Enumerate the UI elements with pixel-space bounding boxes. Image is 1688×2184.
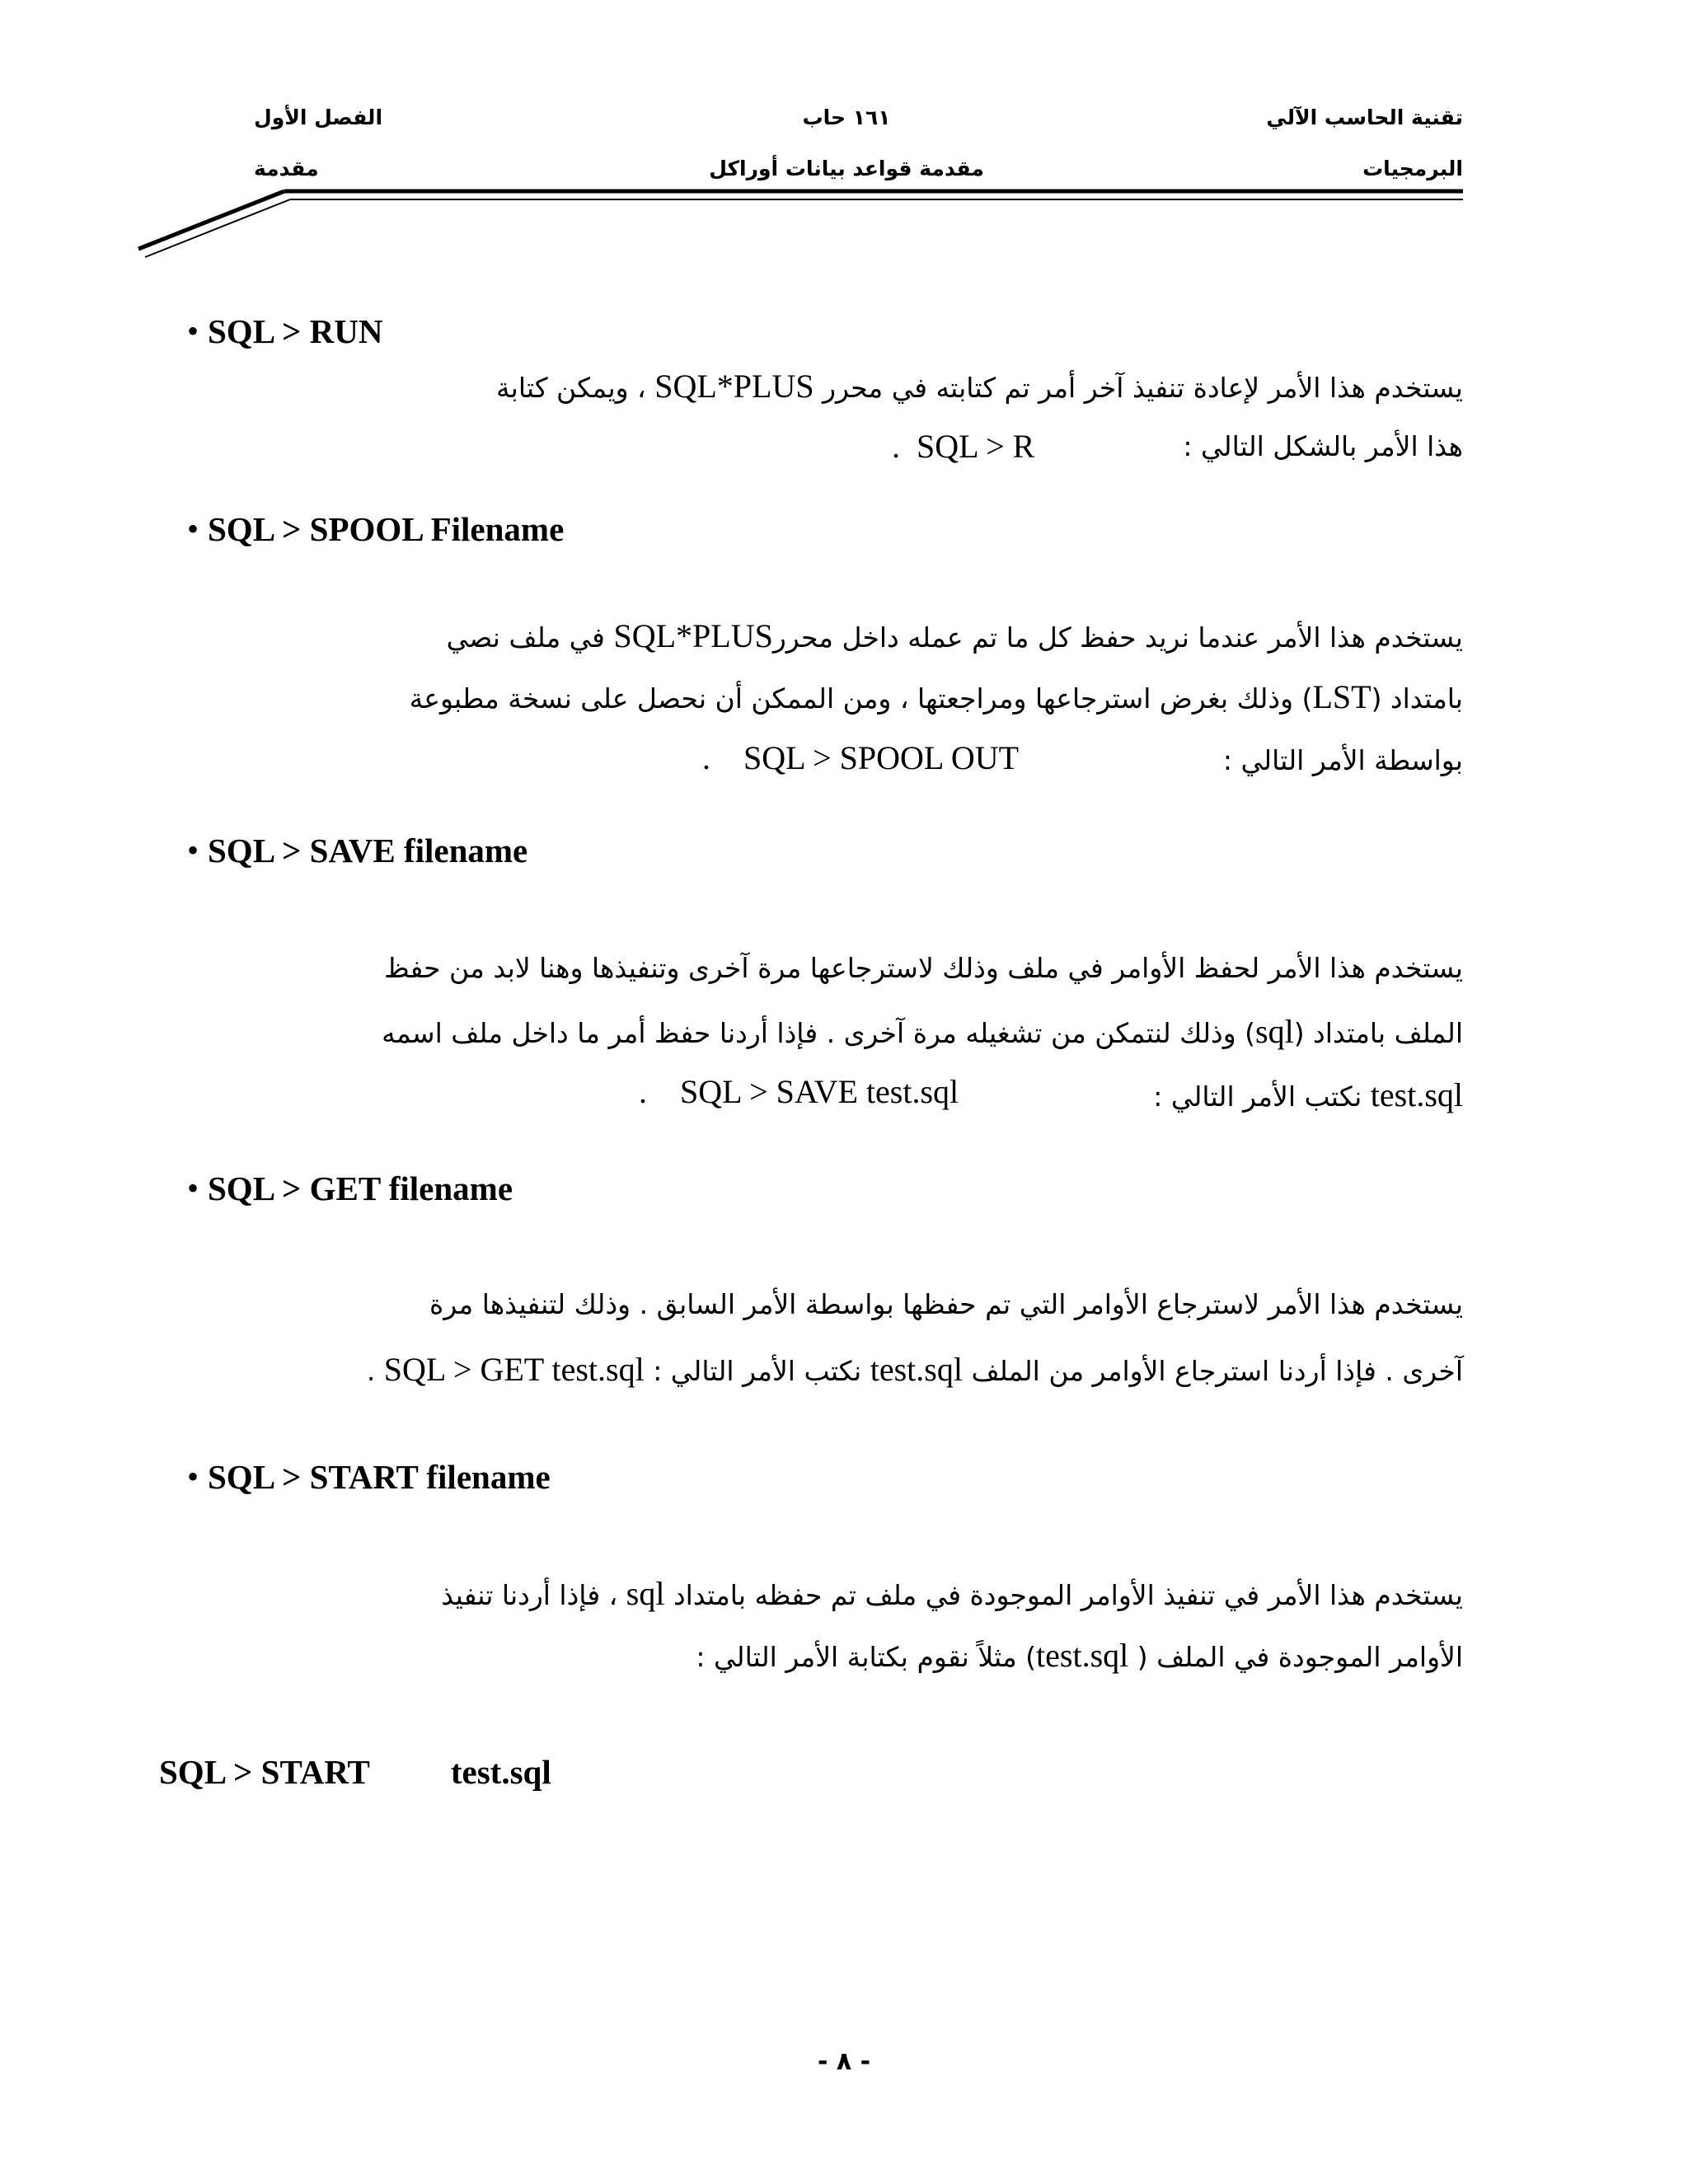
paragraph-run-line-1: يستخدم هذا الأمر لإعادة تنفيذ آخر أمر تم كتابته في محرر SQL*PLUS ، ويمكن كتابة [495, 368, 1463, 405]
command-heading-start: • SQL > START filename [208, 1457, 551, 1497]
paragraph-save-line-3: test.sql نكتب الأمر التالي : [1153, 1076, 1463, 1113]
paragraph-spool-line-2: بامتداد (LST) وذلك بغرض استرجاعها ومراجعتها ، ومن الممكن أن نحصل على نسخة مطبوعة [409, 678, 1463, 715]
paragraph-start-line-1: يستخدم هذا الأمر في تنفيذ الأوامر الموجودة في ملف تم حفظه بامتداد sql ، فإذا أردنا تنفيذ [441, 1575, 1463, 1612]
header-chapter: الفصل الأول [254, 105, 383, 129]
paragraph-start-line-2: الأوامر الموجودة في الملف ( test.sql) مثلاً نقوم بكتابة الأمر التالي : [696, 1637, 1463, 1674]
header-section: مقدمة [254, 157, 319, 180]
header-book-title: مقدمة قواعد بيانات أوراكل [709, 157, 984, 180]
command-heading-save: • SQL > SAVE filename [208, 831, 528, 870]
paragraph-spool-line-3: بواسطة الأمر التالي : [1222, 744, 1463, 776]
paragraph-spool-line-1: يستخدم هذا الأمر عندما نريد حفظ كل ما تم عمله داخل محررSQL*PLUS في ملف نصي [446, 617, 1463, 654]
header-course-title: تقنية الحاسب الآلي [1266, 105, 1463, 129]
paragraph-save-line-2: الملف بامتداد (sql) وذلك لنتمكن من تشغيله مرة آخرى . فإذا أردنا حفظ أمر ما داخل ملف اسمه [382, 1013, 1463, 1050]
paragraph-save-line-1: يستخدم هذا الأمر لحفظ الأوامر في ملف وذلك لاسترجاعها مرة آخرى وتنفيذها وهنا لابد من حفظ [384, 952, 1463, 984]
example-command-start: SQL > START test.sql [159, 1753, 551, 1791]
paragraph-get-line-2: آخرى . فإذا أردنا استرجاع الأوامر من الملف test.sql نكتب الأمر التالي : SQL > GET test.sql . [366, 1351, 1463, 1388]
inline-command-save: . SQL > SAVE test.sql [639, 1073, 959, 1110]
inline-command-spool-out: . SQL > SPOOL OUT [702, 739, 1020, 776]
inline-command-r: . SQL > R [892, 428, 1035, 465]
command-heading-spool: • SQL > SPOOL Filename [208, 509, 564, 549]
page-number: - ٨ - [817, 2047, 871, 2076]
paragraph-get-line-1: يستخدم هذا الأمر لاسترجاع الأوامر التي تم حفظها بواسطة الأمر السابق . وذلك لتنفيذها مرة [429, 1288, 1463, 1320]
paragraph-run-line-2: هذا الأمر بالشكل التالي : [1183, 430, 1463, 462]
header-department: البرمجيات [1362, 157, 1463, 180]
command-heading-run: • SQL > RUN [208, 312, 382, 351]
command-heading-get: • SQL > GET filename [208, 1169, 513, 1208]
header-rule [0, 0, 1688, 272]
header-course-code: ١٦١ حاب [802, 105, 891, 129]
